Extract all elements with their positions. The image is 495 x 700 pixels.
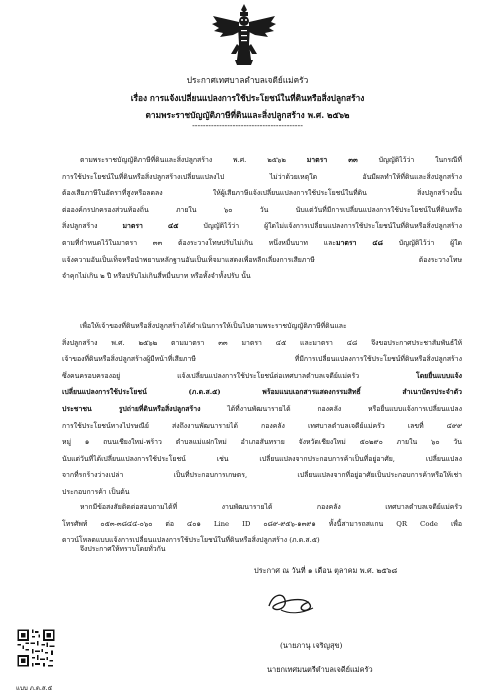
text-run: ได้ที่งานพัฒนารายได้ กองคลัง หรือยื่นแบบแจ้งการเปลี่ยนแปลง — [200, 404, 462, 413]
text-run: การใช้ประโยชน์ในที่ดินหรือสิ่งปลูกสร้างเปลี่ยนแปลงไป ไม่ว่าด้วยเหตุใด อันมีผลทำให้ที่ดินและสิ่งปลูกสร้าง — [62, 172, 462, 181]
paragraph-line — [62, 384, 462, 401]
paragraph-1 — [62, 152, 462, 285]
paragraph-line — [62, 434, 462, 451]
text-run: ซึ่งคนครอบครองอยู่ แจ้งเปลี่ยนแปลงการใช้ประโยชน์ต่อเทศบาลตำบลเจดีย์แม่ครัว — [62, 371, 416, 380]
text-run: ประกอบการค้า เป็นต้น — [62, 487, 130, 496]
paragraph-line — [62, 169, 462, 186]
paragraph-line — [62, 318, 462, 335]
text-run: บัญญัติไว้ว่า ในกรณีที่ — [357, 156, 462, 164]
text-run: หากมีข้อสงสัยติดต่อสอบถามได้ที่ งานพัฒนารายได้ กองคลัง เทศบาลตำบลเจดีย์แม่ครัว — [80, 503, 462, 511]
text-run: แจ้งความอันเป็นเท็จหรือนำพยานหลักฐานอันเป็นเท็จมาแสดงเพื่อหลีกเลี่ยงการเสียภาษี ต้องระวางโทษ — [62, 255, 462, 264]
text-run: ต่อองค์กรปกครองส่วนท้องถิ่น ภายใน ๖๐ วัน นับแต่วันที่มีการเปลี่ยนแปลงการใช้ประโยชน์ในที่ดินหรือ — [62, 205, 462, 214]
announcement-date: ประกาศ ณ วันที่ ๑ เดือน ตุลาคม พ.ศ. ๒๕๖๘ — [254, 566, 398, 575]
text-run: บัญญัติไว้ว่า ผู้ใด — [382, 238, 462, 247]
text-run: ต้องเสียภาษีในอัตราที่สูงหรือลดลง ให้ผู้เสียภาษีแจ้งเปลี่ยนแปลงการใช้ประโยชน์ในที่ดิน สิ่งปลูกสร้างนั้น — [62, 189, 462, 198]
text-run: สิ่งปลูกสร้าง — [62, 222, 123, 231]
paragraph-line — [62, 418, 462, 435]
paragraph-line — [62, 335, 462, 352]
text-run: เจ้าของที่ดินหรือสิ่งปลูกสร้างผู้มีหน้าที่เสียภาษี ที่มีการเปลี่ยนแปลงการใช้ประโยชน์ที่ดินหรือสิ่งปลูกสร้าง — [62, 355, 462, 364]
paragraph-line — [62, 252, 462, 269]
signer-name: (นายภานุ เจริญสุข) — [280, 641, 343, 650]
text-run: ตามพระราชบัญญัติภาษีที่ดินและสิ่งปลูกสร้าง พ.ศ. ๒๕๖๒ — [80, 156, 307, 164]
paragraph-line — [62, 185, 462, 202]
paragraph-line — [62, 268, 462, 285]
paragraph-line — [62, 368, 462, 385]
paragraph-line — [62, 351, 462, 368]
text-run: จำคุกไม่เกิน ๒ ปี หรือปรับไม่เกินสี่หมื่นบาท หรือทั้งจำทั้งปรับ นั้น — [62, 272, 251, 281]
text-run: บัญญัติไว้ว่า ผู้ใดไม่แจ้งการเปลี่ยนแปลงการใช้ประโยชน์ในที่ดินหรือสิ่งปลูกสร้าง — [178, 222, 462, 231]
text-run: โทรศัพท์ ๐๕๓-๓๘๔๔-๐๖๐ ต่อ ๔๐๑ Line ID ๐๘๙-๙๕๖-๑๓๙๑ ทั้งนี้สามารถสแกน QR Code เพื่อ — [62, 519, 462, 528]
form-code-label: แบบ ภ.ด.ส.๕ — [16, 685, 53, 692]
text-run: การใช้ประโยชน์ทางไปรษณีย์ ส่งถึงงานพัฒนารายได้ กองคลัง เทศบาลตำบลเจดีย์แม่ครัว เลขที่ ๔๙๙ — [62, 421, 462, 430]
bold-text-run: มาตรา ๔๕ — [122, 222, 179, 231]
paragraph-line — [62, 516, 462, 533]
paragraph-line — [62, 235, 462, 252]
text-run: หมู่ ๑ ถนนเชียงใหม่-พร้าว ตำบลแม่แฝกใหม่ อำเภอสันทราย จังหวัดเชียงใหม่ ๕๐๒๙๐ ภายใน ๖๐ วัน — [62, 438, 462, 447]
paragraph-2 — [62, 318, 462, 501]
signature-icon — [263, 588, 319, 616]
paragraph-line — [62, 499, 462, 516]
paragraph-line — [62, 401, 462, 418]
text-run: จากที่รกร้างว่างเปล่า เป็นที่ประกอบการเกษตร, เปลี่ยนแปลงจากที่อยู่อาศัยเป็นประกอบการค้าหรือให้เช่า — [62, 471, 462, 480]
bold-text-run: เปลี่ยนแปลงการใช้ประโยชน์ (ภ.ด.ส.๕) พร้อมแนบเอกสารแสดงกรรมสิทธิ์ สำเนาบัตรประจำตัว — [62, 388, 462, 397]
text-run: สิ่งปลูกสร้าง พ.ศ. ๒๕๖๒ ตามมาตรา ๓๓ มาตรา ๔๕ และมาตรา ๔๘ จึงขอประกาศประชาสัมพันธ์ให้ — [62, 338, 462, 347]
subject-line: เรื่อง การแจ้งเปลี่ยนแปลงการใช้ประโยชน์ในที่ดินหรือสิ่งปลูกสร้าง — [130, 93, 365, 103]
issuer-line: ประกาศเทศบาลตำบลเจดีย์แม่ครัว — [186, 75, 309, 85]
text-run: ตามที่กำหนดไว้ในมาตรา ๓๓ ต้องระวางโทษปรับไม่เกิน หนึ่งหมื่นบาท และ — [62, 238, 336, 247]
bold-text-run: มาตรา ๓๓ — [306, 156, 358, 164]
bold-text-run: มาตรา ๔๘ — [336, 238, 383, 247]
qr-code-icon[interactable] — [16, 628, 56, 668]
text-run: จึงประกาศให้ทราบโดยทั่วกัน — [80, 545, 166, 553]
paragraph-line — [62, 541, 462, 558]
divider-line: ----------------------------------------- — [192, 121, 303, 130]
paragraph-line — [62, 202, 462, 219]
law-reference: ตามพระราชบัญญัติภาษีที่ดินและสิ่งปลูกสร้าง พ.ศ. ๒๕๖๒ — [145, 110, 350, 120]
paragraph-line — [62, 152, 462, 169]
text-run: เพื่อให้เจ้าของที่ดินหรือสิ่งปลูกสร้างได้ดำเนินการให้เป็นไปตามพระราชบัญญัติภาษีที่ดินและ — [80, 322, 347, 330]
signer-position: นายกเทศมนตรีตำบลเจดีย์แม่ครัว — [267, 665, 373, 674]
bold-text-run: โดยยื่นแบบแจ้ง — [416, 371, 462, 380]
paragraph-line — [62, 451, 462, 468]
text-run: ดาวน์โหลดแบบแจ้งการเปลี่ยนแปลงการใช้ประโยชน์ในที่ดินหรือสิ่งปลูกสร้าง (ภ.ด.ส.๕) — [62, 536, 320, 545]
text-run: นับแต่วันที่ได้เปลี่ยนแปลงการใช้ประโยชน์ เช่น เปลี่ยนแปลงจากประกอบการค้าเป็นที่อยู่อาศัย, เปลี่ยนแปลง — [62, 454, 462, 463]
bold-text-run: ประชาชน รูปถ่ายที่ดินหรือสิ่งปลูกสร้าง — [62, 404, 201, 413]
garuda-emblem-icon — [211, 2, 277, 68]
paragraph-line — [62, 218, 462, 235]
paragraph-4 — [62, 541, 462, 558]
paragraph-line — [62, 467, 462, 484]
